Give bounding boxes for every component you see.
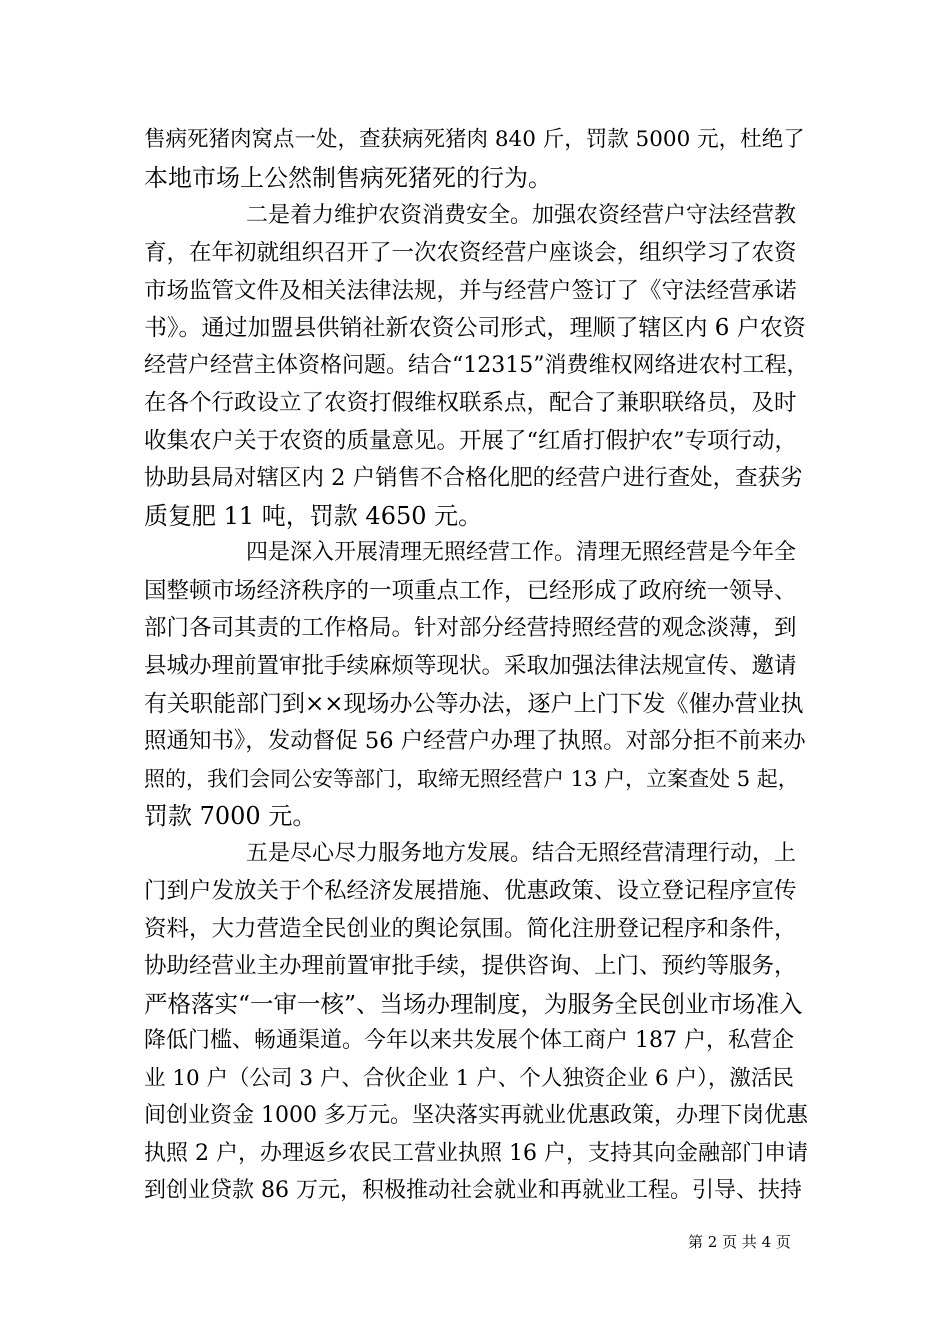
text-line: 门到户发放关于个私经济发展措施、优惠政策、设立登记程序宣传 (144, 878, 797, 904)
text-line: 有关职能部门到××现场办公等办法，逐户上门下发《催办营业执 (144, 691, 804, 717)
text-line: 市场监管文件及相关法律法规，并与经营户签订了《守法经营承诺 (144, 278, 797, 304)
paragraph-start-line: 二是着力维护农资消费安全。加强农资经营户守法经营教 (246, 203, 797, 228)
text-line: 罚款 7000 元。 (144, 802, 317, 830)
text-line: 在各个行政设立了农资打假维权联系点，配合了兼职联络员，及时 (144, 390, 797, 416)
text-line: 售病死猪肉窝点一处，查获病死猪肉 840 斤，罚款 5000 元，杜绝了 (144, 127, 805, 152)
text-line: 国整顿市场经济秩序的一项重点工作，已经形成了政府统一领导、 (144, 578, 797, 604)
text-line: 部门各司其责的工作格局。针对部分经营持照经营的观念淡薄，到 (144, 615, 797, 641)
text-line: 照的，我们会同公安等部门，取缔无照经营户 13 户，立案查处 5 起， (144, 767, 799, 791)
text-line: 育，在年初就组织召开了一次农资经营户座谈会，组织学习了农资 (144, 240, 797, 266)
text-line: 收集农户关于农资的质量意见。开展了“红盾打假护农”专项行动， (144, 428, 798, 454)
text-line: 协助经营业主办理前置审批手续，提供咨询、上门、预约等服务， (144, 953, 797, 979)
text-line: 间创业资金 1000 多万元。坚决落实再就业优惠政策，办理下岗优惠 (144, 1103, 808, 1128)
text-line: 书》。通过加盟县供销社新农资公司形式，理顺了辖区内 6 户农资 (144, 315, 806, 341)
text-line: 严格落实“一审一核”、当场办理制度，为服务全民创业市场准入 (144, 990, 803, 1018)
text-line: 照通知书》，发动督促 56 户经营户办理了执照。对部分拒不前来办 (144, 728, 806, 754)
text-line: 本地市场上公然制售病死猪死的行为。 (144, 164, 552, 192)
page-number-footer: 第 2 页 共 4 页 (688, 1233, 791, 1251)
text-line: 质复肥 11 吨，罚款 4650 元。 (144, 502, 483, 530)
text-line: 执照 2 户，办理返乡农民工营业执照 16 户，支持其向金融部门申请 (144, 1141, 808, 1166)
text-line: 协助县局对辖区内 2 户销售不合格化肥的经营户进行查处，查获劣 (144, 465, 803, 491)
text-line: 到创业贷款 86 万元，积极推动社会就业和再就业工程。引导、扶持 (144, 1178, 802, 1203)
text-line: 县城办理前置审批手续麻烦等现状。采取加强法律法规宣传、邀请 (144, 653, 797, 679)
paragraph-start-line: 五是尽心尽力服务地方发展。结合无照经营清理行动，上 (246, 841, 797, 866)
paragraph-start-line: 四是深入开展清理无照经营工作。清理无照经营是今年全 (246, 540, 797, 565)
text-line: 降低门槛、畅通渠道。今年以来共发展个体工商户 187 户，私营企 (144, 1028, 794, 1053)
text-line: 业 10 户（公司 3 户、合伙企业 1 户、个人独资企业 6 户），激活民 (144, 1066, 794, 1091)
text-line: 资料，大力营造全民创业的舆论氛围。简化注册登记程序和条件， (144, 916, 797, 942)
text-line: 经营户经营主体资格问题。结合“12315”消费维权网络进农村工程， (144, 353, 809, 378)
